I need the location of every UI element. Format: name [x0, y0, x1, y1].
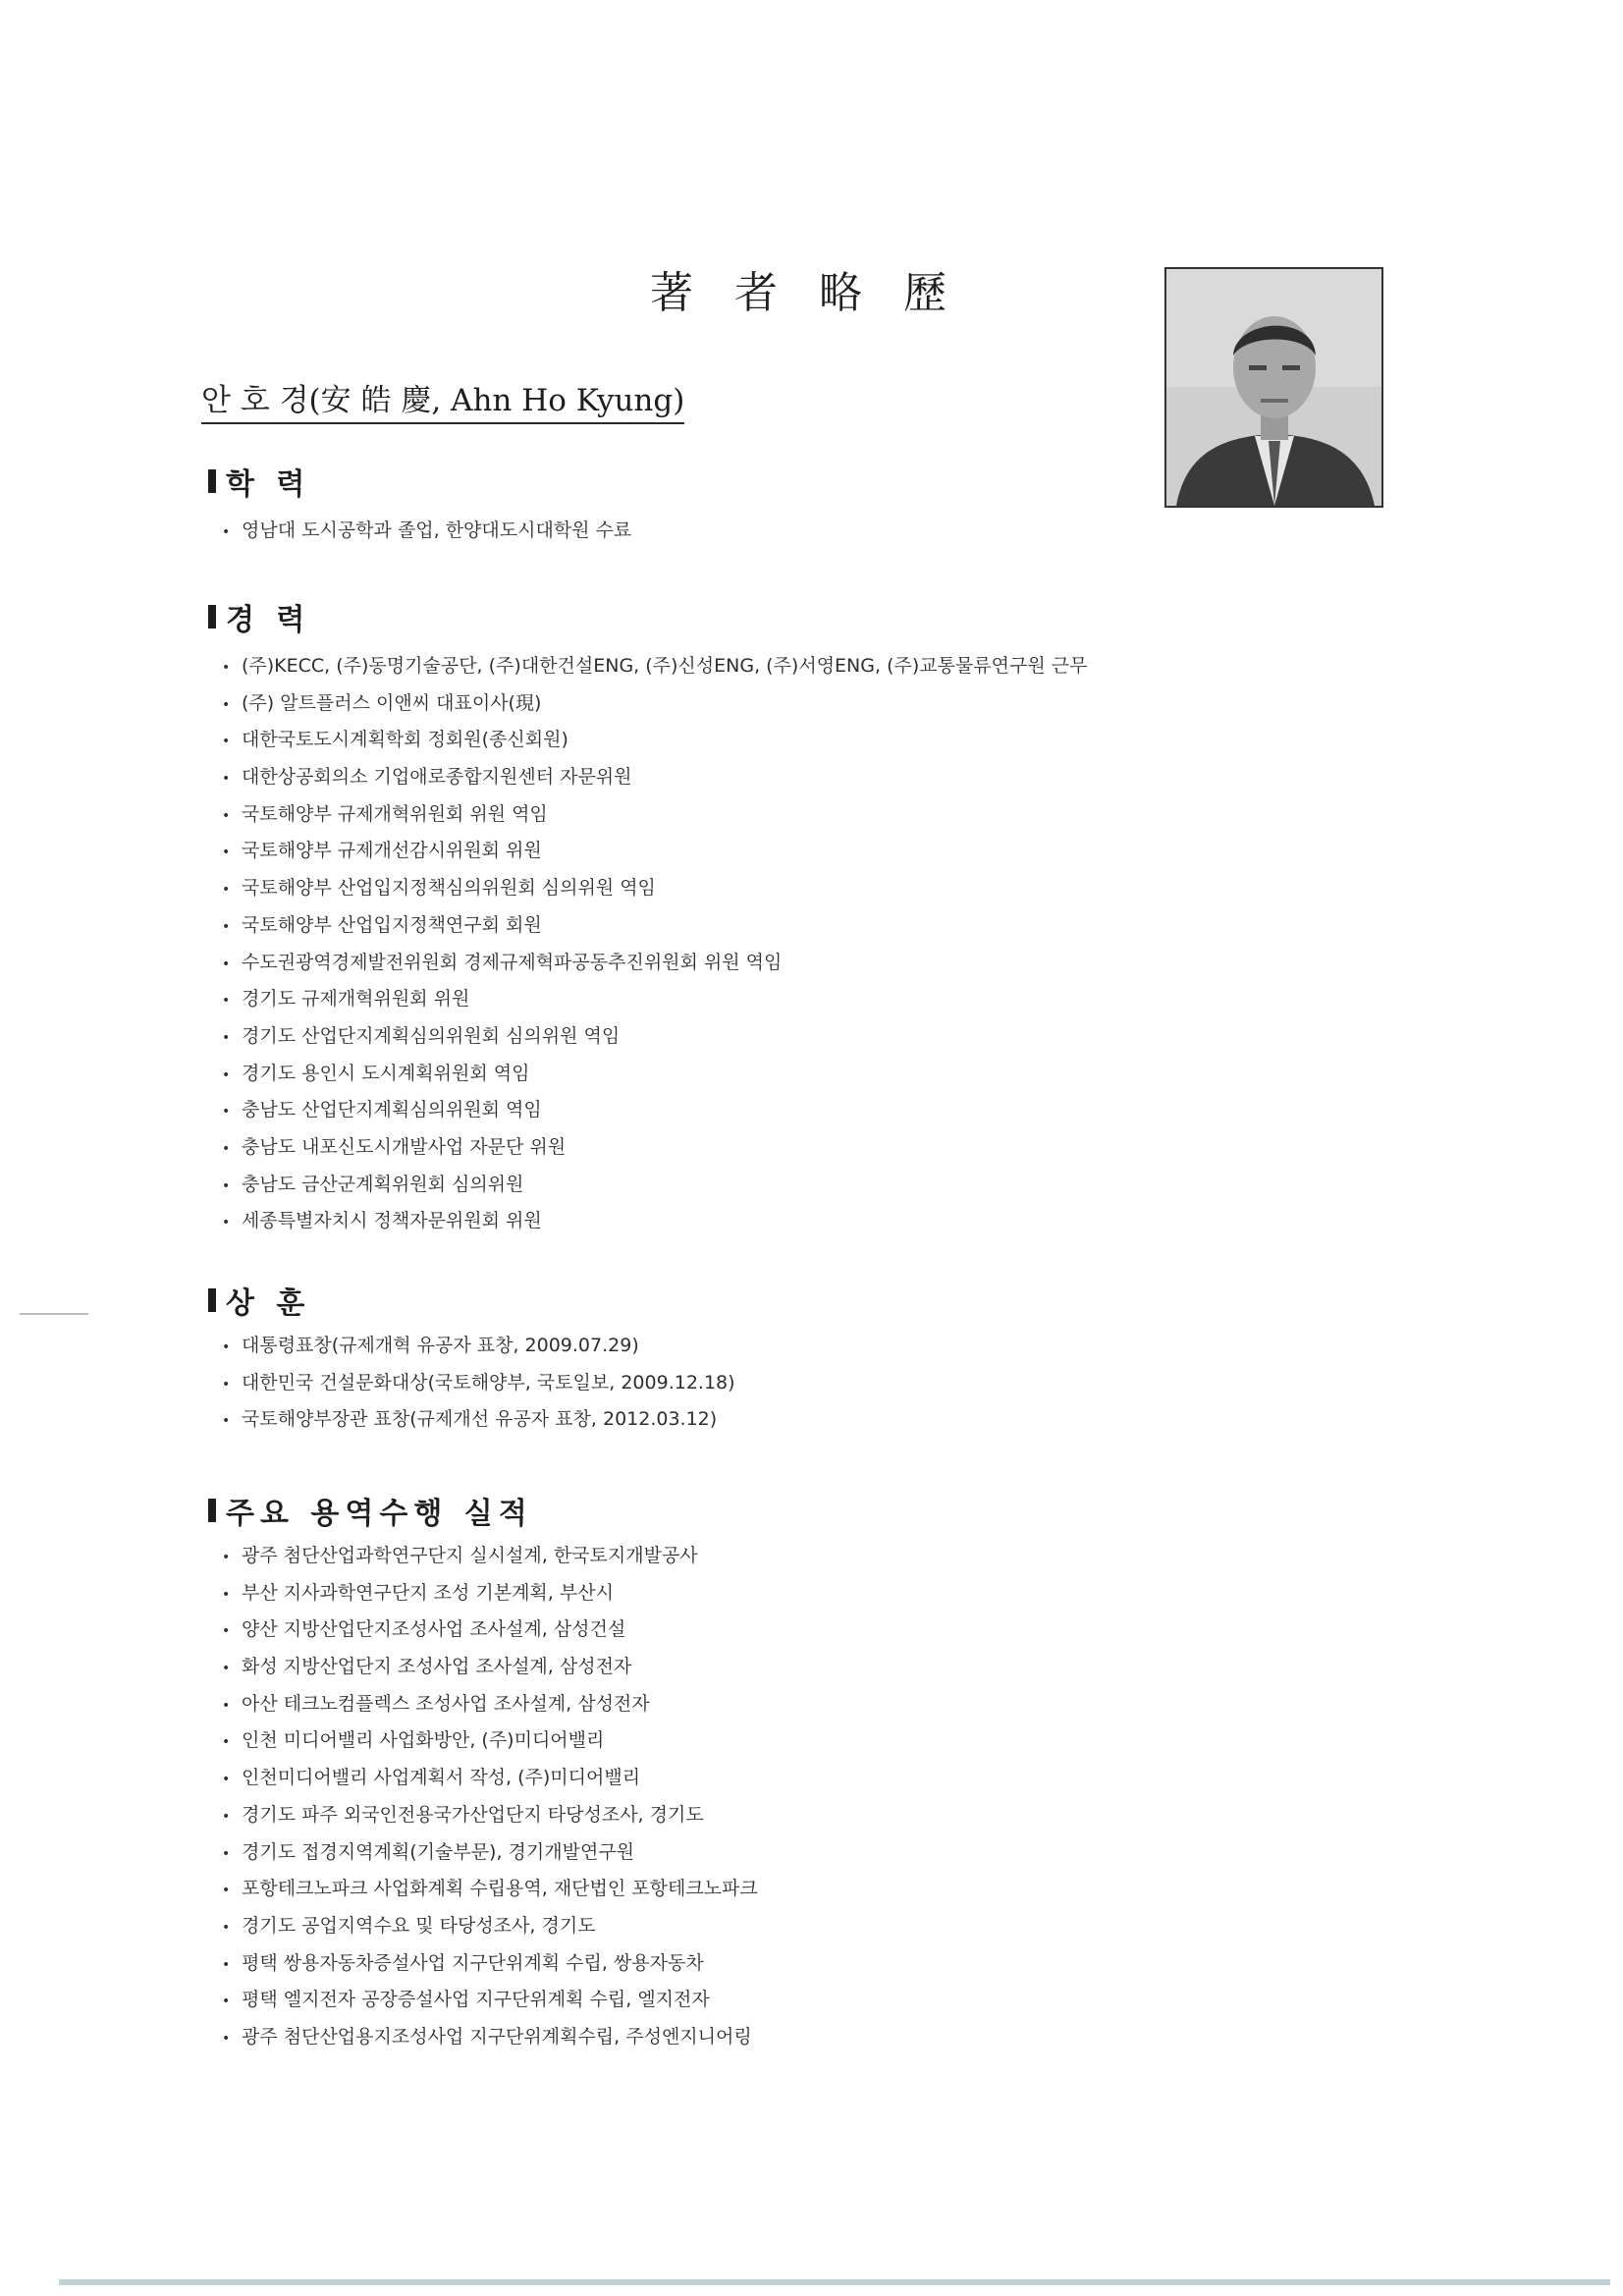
footer-rule — [59, 2279, 1610, 2285]
list-item: • 인천 미디어밸리 사업화방안, (주)미디어밸리 — [208, 1722, 758, 1760]
list-item: • 대한민국 건설문화대상(국토해양부, 국토일보, 2009.12.18) — [208, 1365, 735, 1402]
heading-label: 상 훈 — [226, 1286, 311, 1321]
list-item: • 세종특별자치시 정책자문위원회 위원 — [208, 1203, 1087, 1240]
section-heading — [208, 1491, 758, 1530]
list-item: • 수도권광역경제발전위원회 경제규제혁파공동추진위원회 위원 역임 — [208, 945, 1087, 982]
list-item: • 충남도 내포신도시개발사업 자문단 위원 — [208, 1129, 1087, 1167]
list-item: • 국토해양부 산업입지정책심의위원회 심의위원 역임 — [208, 870, 1087, 907]
list-item: • 경기도 공업지역수요 및 타당성조사, 경기도 — [208, 1908, 758, 1945]
list-item: • 경기도 접경지역계획(기술부문), 경기개발연구원 — [208, 1834, 758, 1872]
list-item: • 대한국토도시계획학회 정회원(종신회원) — [208, 722, 1087, 759]
section-heading — [208, 462, 631, 501]
heading-label: 주요 용역수행 실적 — [226, 1497, 533, 1531]
section-heading — [208, 1281, 735, 1320]
list-item: • 국토해양부 산업입지정책연구회 회원 — [208, 907, 1087, 945]
list-item: • 화성 지방산업단지 조성사업 조사설계, 삼성전자 — [208, 1649, 758, 1686]
heading-label: 경 력 — [226, 603, 311, 637]
awards-section — [208, 1281, 735, 1439]
list-item: • 평택 엘지전자 공장증설사업 지구단위계획 수립, 엘지전자 — [208, 1982, 758, 2019]
heading-marker — [208, 1499, 216, 1522]
list-item: • 영남대 도시공학과 졸업, 한양대도시대학원 수료 — [208, 513, 631, 550]
list-item: • 광주 첨단산업용지조성사업 지구단위계획수립, 주성엔지니어링 — [208, 2019, 758, 2056]
list-item: • 경기도 용인시 도시계획위원회 역임 — [208, 1056, 1087, 1093]
list-item: • 인천미디어밸리 사업계획서 작성, (주)미디어밸리 — [208, 1760, 758, 1797]
list-item: • 경기도 파주 외국인전용국가산업단지 타당성조사, 경기도 — [208, 1797, 758, 1834]
list-item: • (주) 알트플러스 이앤씨 대표이사(現) — [208, 685, 1087, 723]
heading-label: 학 력 — [226, 467, 311, 502]
scan-mark — [20, 1313, 88, 1315]
education-list — [208, 513, 631, 550]
list-item: • 양산 지방산업단지조성사업 조사설계, 삼성건설 — [208, 1612, 758, 1649]
education-section — [208, 462, 631, 550]
heading-marker — [208, 1288, 216, 1312]
list-item: • 부산 지사과학연구단지 조성 기본계획, 부산시 — [208, 1575, 758, 1613]
list-item: • 포항테크노파크 사업화계획 수립용역, 재단법인 포항테크노파크 — [208, 1871, 758, 1908]
list-item: • 광주 첨단산업과학연구단지 실시설계, 한국토지개발공사 — [208, 1538, 758, 1575]
list-item: • 대한상공회의소 기업애로종합지원센터 자문위원 — [208, 759, 1087, 796]
heading-marker — [208, 469, 216, 493]
author-name: 안 호 경(安 皓 慶, Ahn Ho Kyung) — [201, 375, 684, 424]
list-item: • 국토해양부 규제개혁위원회 위원 역임 — [208, 796, 1087, 834]
list-item: • (주)KECC, (주)동명기술공단, (주)대한건설ENG, (주)신성ENG, (주)서영ENG, (주)교통물류연구원 근무 — [208, 648, 1087, 685]
portrait-image — [1166, 269, 1381, 506]
list-item: • 아산 테크노컴플렉스 조성사업 조사설계, 삼성전자 — [208, 1686, 758, 1723]
projects-section — [208, 1491, 758, 2056]
section-heading — [208, 597, 1087, 636]
projects-list — [208, 1538, 758, 2056]
list-item: • 대통령표창(규제개혁 유공자 표창, 2009.07.29) — [208, 1328, 735, 1365]
heading-marker — [208, 605, 216, 629]
list-item: • 국토해양부장관 표창(규제개선 유공자 표창, 2012.03.12) — [208, 1401, 735, 1439]
page-title: 著 者 略 歷 — [650, 268, 960, 318]
author-photo — [1164, 267, 1383, 508]
list-item: • 경기도 산업단지계획심의위원회 심의위원 역임 — [208, 1018, 1087, 1056]
list-item: • 평택 쌍용자동차증설사업 지구단위계획 수립, 쌍용자동차 — [208, 1945, 758, 1983]
list-item: • 경기도 규제개혁위원회 위원 — [208, 981, 1087, 1018]
awards-list — [208, 1328, 735, 1439]
list-item: • 국토해양부 규제개선감시위원회 위원 — [208, 833, 1087, 870]
career-section — [208, 597, 1087, 1240]
career-list — [208, 648, 1087, 1240]
list-item: • 충남도 금산군계획위원회 심의위원 — [208, 1167, 1087, 1204]
list-item: • 충남도 산업단지계획심의위원회 역임 — [208, 1092, 1087, 1129]
